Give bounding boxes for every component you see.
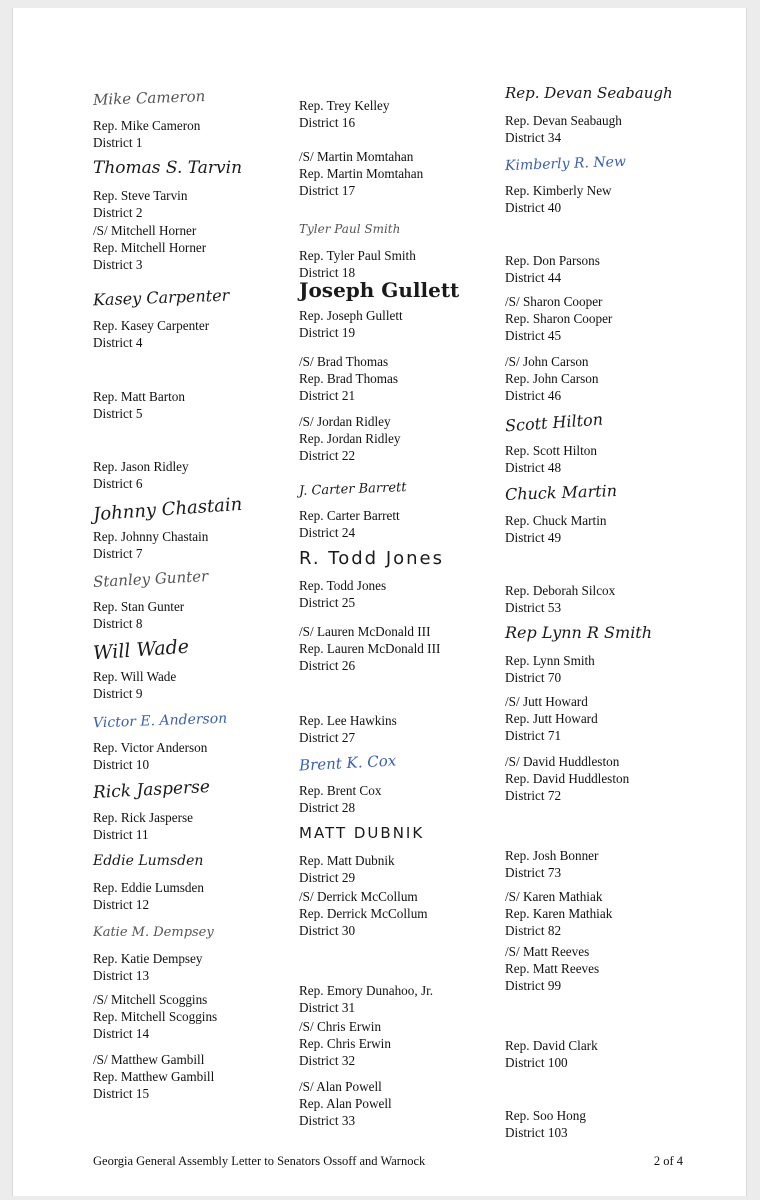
signature-text: Katie M. Dempsey [93, 925, 214, 940]
representative-name: Rep. Derrick McCollum [299, 906, 428, 921]
district-number: District 53 [505, 600, 562, 615]
signature-text: Stanley Gunter [92, 566, 209, 592]
handwritten-signature [299, 548, 519, 578]
district-number: District 99 [505, 978, 562, 993]
representative-name: Rep. Devan Seabaugh [505, 113, 622, 128]
signature-column-1 [93, 8, 313, 1158]
signatory-block [93, 222, 313, 273]
signatory-block [93, 88, 313, 151]
district-number: District 5 [93, 406, 143, 421]
district-number: District 71 [505, 728, 562, 743]
representative-name: Rep. Katie Dempsey [93, 951, 203, 966]
electronic-signature: /S/ Matt Reeves [505, 944, 590, 959]
representative-name: Rep. Tyler Paul Smith [299, 248, 416, 263]
representative-name: Rep. Lynn Smith [505, 653, 595, 668]
district-number: District 28 [299, 800, 356, 815]
electronic-signature: /S/ Alan Powell [299, 1079, 382, 1094]
district-number: District 4 [93, 335, 143, 350]
handwritten-signature [505, 1078, 725, 1108]
signatory-block [92, 493, 313, 562]
district-number: District 73 [505, 865, 562, 880]
handwritten-signature [504, 409, 725, 443]
district-number: District 14 [93, 1026, 150, 1041]
district-number: District 17 [299, 183, 356, 198]
representative-name: Rep. Don Parsons [505, 253, 600, 268]
handwritten-signature [92, 635, 313, 669]
representative-name: Rep. Mitchell Scoggins [93, 1009, 218, 1024]
handwritten-signature [299, 278, 519, 308]
handwritten-signature [93, 359, 313, 389]
district-number: District 70 [505, 670, 562, 685]
signature-text: J. Carter Barrett [298, 480, 407, 499]
handwritten-signature [505, 83, 725, 113]
representative-name: Rep. Chris Erwin [299, 1036, 391, 1051]
signatory-block [505, 293, 725, 344]
signature-text: Will Wade [92, 635, 190, 665]
electronic-signature: /S/ John Carson [505, 354, 589, 369]
district-number: District 46 [505, 388, 562, 403]
district-number: District 72 [505, 788, 562, 803]
signatory-block [299, 68, 519, 131]
signatory-block [93, 991, 313, 1042]
district-number: District 15 [93, 1086, 150, 1101]
handwritten-signature [299, 68, 519, 98]
signatory-block [505, 1008, 725, 1071]
representative-name: Rep. David Huddleston [505, 771, 630, 786]
handwritten-signature [505, 818, 725, 848]
signatory-block [93, 921, 313, 984]
signature-text: Brent K. Cox [298, 751, 397, 775]
district-number: District 18 [299, 265, 356, 280]
handwritten-signature [505, 153, 725, 183]
signatory-block [299, 1078, 519, 1129]
signature-text: Thomas S. Tarvin [93, 158, 243, 178]
signatory-block [93, 158, 313, 221]
handwritten-signature [92, 566, 313, 599]
signatory-block [93, 1051, 313, 1102]
signatory-block [93, 710, 313, 773]
handwritten-signature [299, 683, 519, 713]
signature-column-2 [299, 8, 519, 1158]
representative-name: Rep. Carter Barrett [299, 508, 400, 523]
handwritten-signature [92, 285, 313, 318]
signatory-block [505, 553, 725, 616]
representative-name: Rep. Matt Barton [93, 389, 185, 404]
signature-text: Johnny Chastain [92, 493, 243, 526]
handwritten-signature [505, 553, 725, 583]
handwritten-signature [93, 850, 313, 880]
electronic-signature: /S/ Derrick McCollum [299, 889, 418, 904]
district-number: District 48 [505, 460, 562, 475]
signature-text: Scott Hilton [504, 409, 604, 436]
representative-name: Rep. Martin Momtahan [299, 166, 424, 181]
signatory-block [505, 888, 725, 939]
handwritten-signature [93, 710, 313, 740]
district-number: District 1 [93, 135, 143, 150]
electronic-signature: /S/ Jutt Howard [505, 694, 588, 709]
handwritten-signature [92, 493, 313, 529]
representative-name: Rep. Deborah Silcox [505, 583, 616, 598]
signature-text: Eddie Lumsden [93, 853, 204, 869]
representative-name: Rep. Will Wade [93, 669, 177, 684]
district-number: District 29 [299, 870, 356, 885]
electronic-signature: /S/ David Huddleston [505, 754, 620, 769]
district-number: District 7 [93, 546, 143, 561]
representative-name: Rep. Joseph Gullett [299, 308, 403, 323]
representative-name: Rep. Scott Hilton [505, 443, 597, 458]
handwritten-signature [93, 158, 313, 188]
signature-text: Rick Jasperse [92, 776, 211, 804]
signature-text: R. Todd Jones [299, 548, 445, 569]
district-number: District 45 [505, 328, 562, 343]
representative-name: Rep. Rick Jasperse [93, 810, 193, 825]
signatory-block [299, 278, 519, 341]
district-number: District 11 [93, 827, 149, 842]
signatory-block [505, 223, 725, 286]
representative-name: Rep. Jutt Howard [505, 711, 598, 726]
representative-name: Rep. Kasey Carpenter [93, 318, 210, 333]
signatory-block [299, 218, 519, 281]
district-number: District 30 [299, 923, 356, 938]
handwritten-signature [299, 218, 519, 248]
handwritten-signature [299, 478, 519, 508]
signatory-block [505, 353, 725, 404]
signatory-block [505, 818, 725, 881]
signatory-block [299, 478, 519, 541]
signature-text: Kimberly R. New [504, 153, 627, 175]
district-number: District 100 [505, 1055, 568, 1070]
district-number: District 82 [505, 923, 562, 938]
district-number: District 2 [93, 205, 143, 220]
signature-text: Chuck Martin [504, 481, 618, 504]
representative-name: Rep. Mike Cameron [93, 118, 201, 133]
handwritten-signature [92, 776, 313, 810]
electronic-signature: /S/ Mitchell Scoggins [93, 992, 208, 1007]
signature-text: MATT DUBNIK [299, 824, 425, 842]
handwritten-signature [505, 623, 725, 653]
district-number: District 13 [93, 968, 150, 983]
representative-name: Rep. Jason Ridley [93, 459, 189, 474]
representative-name: Rep. Victor Anderson [93, 740, 208, 755]
signature-text: Mike Cameron [92, 87, 206, 109]
representative-name: Rep. Karen Mathiak [505, 906, 613, 921]
representative-name: Rep. John Carson [505, 371, 599, 386]
letter-page [12, 8, 747, 1196]
representative-name: Rep. Emory Dunahoo, Jr. [299, 983, 434, 998]
representative-name: Rep. Mitchell Horner [93, 240, 207, 255]
handwritten-signature [505, 223, 725, 253]
signatory-block [93, 359, 313, 422]
signatory-block [92, 566, 313, 632]
district-number: District 31 [299, 1000, 356, 1015]
representative-name: Rep. Sharon Cooper [505, 311, 613, 326]
representative-name: Rep. Steve Tarvin [93, 188, 188, 203]
district-number: District 26 [299, 658, 356, 673]
district-number: District 16 [299, 115, 356, 130]
electronic-signature: /S/ Jordan Ridley [299, 414, 391, 429]
representative-name: Rep. Matt Dubnik [299, 853, 395, 868]
representative-name: Rep. Josh Bonner [505, 848, 599, 863]
signatory-block [505, 753, 725, 804]
handwritten-signature [93, 429, 313, 459]
signatory-block [505, 83, 725, 146]
representative-name: Rep. Trey Kelley [299, 98, 390, 113]
district-number: District 34 [505, 130, 562, 145]
signatory-block [505, 1078, 725, 1141]
representative-name: Rep. Matthew Gambill [93, 1069, 215, 1084]
electronic-signature: /S/ Matthew Gambill [93, 1052, 205, 1067]
signatory-block [504, 409, 725, 476]
district-number: District 12 [93, 897, 150, 912]
district-number: District 40 [505, 200, 562, 215]
representative-name: Rep. Kimberly New [505, 183, 612, 198]
district-number: District 8 [93, 616, 143, 631]
district-number: District 103 [505, 1125, 568, 1140]
handwritten-signature [93, 921, 313, 951]
signature-text: Kasey Carpenter [92, 285, 230, 310]
district-number: District 44 [505, 270, 562, 285]
signatory-block [299, 148, 519, 199]
signature-text: Joseph Gullett [299, 278, 460, 302]
signature-text: Victor E. Anderson [92, 710, 228, 732]
signatory-block [92, 285, 313, 351]
page-number: 2 of 4 [653, 1154, 683, 1168]
signatory-block [505, 483, 725, 546]
district-number: District 33 [299, 1113, 356, 1128]
district-number: District 19 [299, 325, 356, 340]
representative-name: Rep. Johnny Chastain [93, 529, 209, 544]
signatory-block [505, 693, 725, 744]
district-number: District 22 [299, 448, 356, 463]
electronic-signature: /S/ Brad Thomas [299, 354, 389, 369]
signatory-block [505, 623, 725, 686]
representative-name: Rep. Soo Hong [505, 1108, 586, 1123]
representative-name: Rep. David Clark [505, 1038, 598, 1053]
handwritten-signature [505, 1008, 725, 1038]
electronic-signature: /S/ Karen Mathiak [505, 889, 603, 904]
district-number: District 24 [299, 525, 356, 540]
district-number: District 21 [299, 388, 356, 403]
representative-name: Rep. Brad Thomas [299, 371, 399, 386]
representative-name: Rep. Eddie Lumsden [93, 880, 204, 895]
signatory-block [505, 153, 725, 216]
signatory-block [299, 953, 519, 1016]
handwritten-signature [299, 823, 519, 853]
signatory-block [299, 623, 519, 674]
representative-name: Rep. Brent Cox [299, 783, 382, 798]
handwritten-signature [299, 953, 519, 983]
electronic-signature: /S/ Martin Momtahan [299, 149, 414, 164]
district-number: District 3 [93, 257, 143, 272]
handwritten-signature [93, 88, 313, 118]
district-number: District 32 [299, 1053, 356, 1068]
signatory-block [93, 850, 313, 913]
signature-text: Tyler Paul Smith [299, 222, 401, 236]
signatory-block [505, 943, 725, 994]
signatory-block [93, 429, 313, 492]
signatory-block [299, 413, 519, 464]
signature-text: Rep. Devan Seabaugh [505, 84, 673, 102]
signatory-block [299, 753, 519, 816]
footer-title: Georgia General Assembly Letter to Senators Ossoff and Warnock [93, 1154, 426, 1168]
district-number: District 10 [93, 757, 150, 772]
representative-name: Rep. Chuck Martin [505, 513, 607, 528]
representative-name: Rep. Lauren McDonald III [299, 641, 441, 656]
electronic-signature: /S/ Mitchell Horner [93, 223, 197, 238]
signatory-block [299, 888, 519, 939]
district-number: District 27 [299, 730, 356, 745]
electronic-signature: /S/ Chris Erwin [299, 1019, 382, 1034]
handwritten-signature [505, 483, 725, 513]
representative-name: Rep. Todd Jones [299, 578, 387, 593]
signatory-block [92, 776, 313, 843]
signatory-block [299, 683, 519, 746]
representative-name: Rep. Stan Gunter [93, 599, 185, 614]
electronic-signature: /S/ Lauren McDonald III [299, 624, 431, 639]
representative-name: Rep. Jordan Ridley [299, 431, 401, 446]
handwritten-signature [299, 753, 519, 783]
signature-column-3 [505, 8, 725, 1158]
signature-text: Rep Lynn R Smith [505, 623, 653, 642]
signatory-block [299, 353, 519, 404]
representative-name: Rep. Lee Hawkins [299, 713, 397, 728]
representative-name: Rep. Matt Reeves [505, 961, 600, 976]
district-number: District 6 [93, 476, 143, 491]
signatory-block [92, 635, 313, 702]
electronic-signature: /S/ Sharon Cooper [505, 294, 603, 309]
district-number: District 9 [93, 686, 143, 701]
district-number: District 25 [299, 595, 356, 610]
signatory-block [299, 823, 519, 886]
district-number: District 49 [505, 530, 562, 545]
signatory-block [299, 548, 519, 611]
representative-name: Rep. Alan Powell [299, 1096, 392, 1111]
signatory-block [299, 1018, 519, 1069]
